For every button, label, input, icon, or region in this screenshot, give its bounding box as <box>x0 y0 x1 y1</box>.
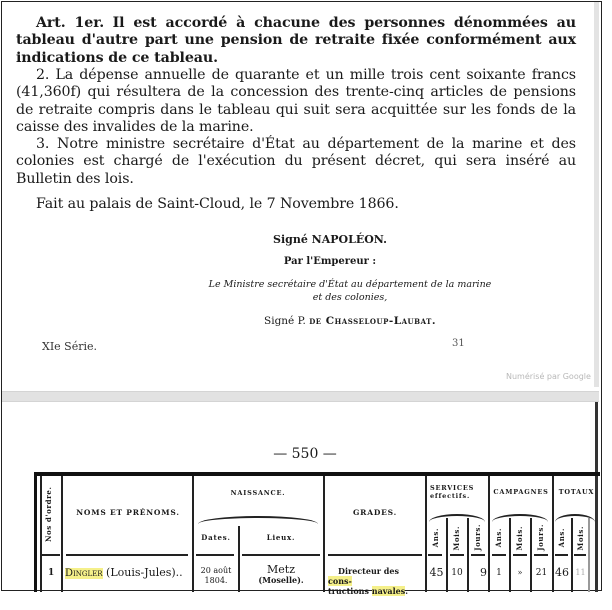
header-rule <box>242 554 320 556</box>
services-jours: 9 <box>480 566 487 579</box>
header-campagnes: CAMPAGNES <box>493 488 549 496</box>
row-lieu <box>240 564 322 586</box>
par-empereur: Par l'Empereur : <box>283 256 377 267</box>
col-divider <box>61 476 63 592</box>
row-prenoms: (Louis-Jules).. <box>106 566 183 579</box>
table-left-inner-rule <box>40 476 42 592</box>
naissance-brace <box>198 516 318 524</box>
table-left-rule <box>34 476 37 592</box>
services-mois: 10 <box>451 568 463 578</box>
header-totaux-ans: Ans. <box>557 528 566 548</box>
services-brace <box>429 514 485 522</box>
article-1 <box>16 15 576 67</box>
page-separator <box>2 391 599 402</box>
highlighted-surname: Dingler <box>65 568 103 579</box>
google-watermark: Numérisé par Google <box>506 372 591 381</box>
signature-napoleon: Signé NAPOLÉON. <box>273 233 387 246</box>
header-campagnes-mois: Mois. <box>515 526 524 551</box>
header-totaux-mois: Mois. <box>576 526 585 551</box>
row-numero: 1 <box>48 568 55 578</box>
ministre-line-1: Le Ministre secrétaire d'État au département de la marine <box>208 279 492 290</box>
header-rule <box>328 554 422 556</box>
lieu-line-1: Metz <box>267 563 295 576</box>
header-services: SERVICES effectifs. <box>430 484 475 500</box>
grade-highlight: cons- <box>328 576 352 586</box>
col-divider <box>530 518 532 592</box>
grade-highlight: navales <box>371 586 406 596</box>
row-grade <box>328 566 423 596</box>
grade-part: Directeur des <box>338 566 399 576</box>
grade-part: tructions <box>328 586 372 596</box>
pension-table <box>34 472 600 596</box>
campagnes-ans: 1 <box>496 568 502 578</box>
article-1-text: Il est accordé à chacune des personnes dénommées au tableau d'autre part une pension de retraite fixée conformément aux indications de ce tableau. <box>16 15 576 66</box>
folio-number: 31 <box>452 338 465 349</box>
header-services-jours: Jours. <box>473 524 482 551</box>
ministre-line-2: et des colonies, <box>312 292 388 303</box>
header-rule <box>196 554 234 556</box>
header-noms: NOMS ET PRÉNOMS. <box>76 508 180 517</box>
signe-name: de Chasseloup-Laubat. <box>309 315 436 327</box>
header-dates: Dates. <box>201 533 231 542</box>
grade-part: . <box>405 586 409 596</box>
campagnes-jours: 21 <box>535 568 548 578</box>
campagnes-brace <box>492 514 548 522</box>
header-naissance: NAISSANCE. <box>230 489 286 497</box>
date-line-2: 1804. <box>204 576 228 585</box>
signe-prefix: Signé P. <box>264 315 306 327</box>
row-date <box>194 566 238 586</box>
totaux-mois: 11 <box>575 568 586 577</box>
table-top-rule <box>34 472 600 476</box>
col-divider <box>467 518 469 592</box>
col-divider <box>588 518 590 592</box>
page-edge-shadow <box>594 2 599 387</box>
header-services-mois: Mois. <box>452 526 461 551</box>
ministre-title <box>170 278 530 304</box>
header-rule <box>534 554 548 556</box>
header-rule <box>492 554 506 556</box>
totaux-ans: 46 <box>555 566 569 579</box>
serie-label: XIe Série. <box>42 340 98 353</box>
col-divider <box>509 518 511 592</box>
date-line-1: 20 août <box>200 566 232 575</box>
col-divider <box>446 518 448 592</box>
page-number: — 550 — <box>273 446 337 462</box>
header-lieux: Lieux. <box>266 533 296 542</box>
header-rule <box>555 554 568 556</box>
campagnes-mois: » <box>517 568 523 577</box>
header-rule <box>450 554 464 556</box>
header-rule <box>66 554 188 556</box>
article-3: 3. Notre ministre secrétaire d'État au département de la marine et des colonies est chargé de l'exécution du présent décret, qui sera inséré au Bulletin des lois. <box>16 136 576 187</box>
services-ans: 45 <box>429 566 444 579</box>
lieu-line-2: (Moselle). <box>258 575 304 585</box>
col-divider <box>323 476 325 592</box>
totaux-brace <box>555 514 595 522</box>
row-nom <box>65 566 183 579</box>
header-numero: Nos d'ordre. <box>44 486 53 542</box>
header-campagnes-ans: Ans. <box>494 528 503 548</box>
article-2: 2. La dépense annuelle de quarante et un mille trois cent soixante francs (41,360f) qui résultera de la concession des trente-cinq articles de pensions de retraite compris dans le tableau qui suit sera acquittée sur les fonds de la caisse des invalides de la marine. <box>16 67 576 136</box>
header-rule <box>471 554 485 556</box>
header-services-ans: Ans. <box>431 528 440 548</box>
header-rule <box>42 554 60 556</box>
header-totaux: TOTAUX <box>558 488 595 496</box>
article-1-label: Art. 1er. <box>36 15 105 31</box>
fait-line: Fait au palais de Saint-Cloud, le 7 Novembre 1866. <box>36 196 399 212</box>
col-divider <box>571 518 573 592</box>
header-grades: GRADES. <box>352 508 398 517</box>
header-rule <box>574 554 586 556</box>
header-rule <box>428 554 442 556</box>
header-campagnes-jours: Jours. <box>536 524 545 551</box>
header-rule <box>513 554 527 556</box>
signature-chasseloup <box>200 315 500 327</box>
